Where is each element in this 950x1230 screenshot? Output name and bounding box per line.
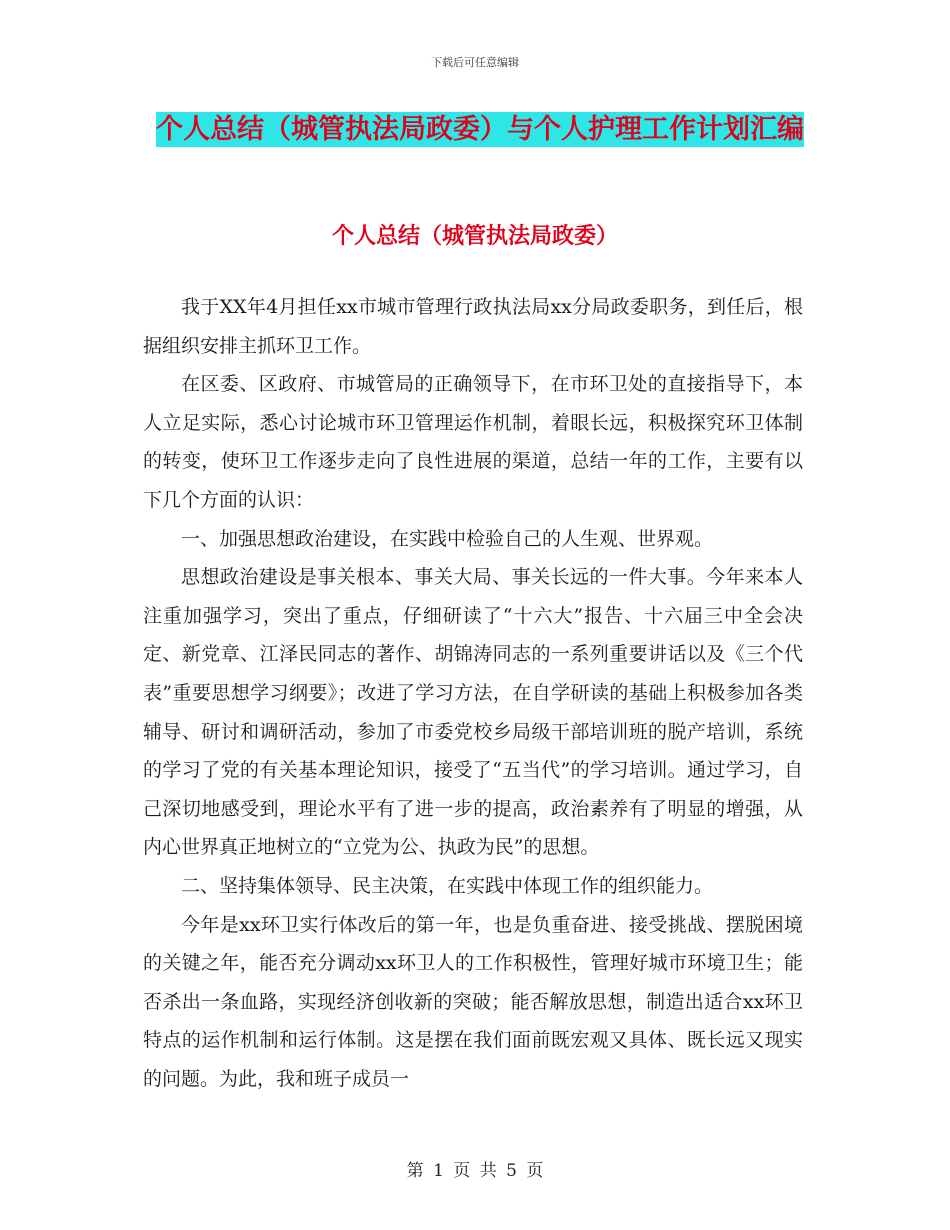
paragraph-6: 今年是xx环卫实行体改后的第一年，也是负重奋进、接受挑战、摆脱困境的关键之年，能否充分调动xx环卫人的工作积极性，管理好城市环境卫生；能否杀出一条血路，实现经济创收新的突破；能否解放思想，制造出适合xx环卫特点的运作机制和运行体制。这是摆在我们面前既宏观又具体、既长远又现实的问题。为此，我和班子成员一 bbox=[143, 913, 803, 1090]
paragraph-3: 一、加强思想政治建设，在实践中检验自己的人生观、世界观。 bbox=[181, 527, 714, 550]
paragraph-2: 在区委、区政府、市城管局的正确领导下，在市环卫处的直接指导下，本人立足实际，悉心讨论城市环卫管理运作机制，着眼长远，积极探究环卫体制的转变，使环卫工作逐步走向了良性进展的渠道，总结一年的工作，主要有以下几个方面的认识： bbox=[143, 373, 803, 511]
page-number-footer: 第 1 页 共 5 页 bbox=[406, 1161, 544, 1181]
document-title bbox=[150, 106, 810, 154]
paragraph-1: 我于XX年4月担任xx市城市管理行政执法局xx分局政委职务，到任后，根据组织安排主抓环卫工作。 bbox=[143, 296, 803, 357]
page-header-note: 下载后可任意编辑 bbox=[431, 56, 519, 69]
paragraph-5: 二、坚持集体领导、民主决策，在实践中体现工作的组织能力。 bbox=[181, 874, 714, 897]
document-title-text: 个人总结（城管执法局政委）与个人护理工作计划汇编 bbox=[156, 114, 804, 145]
section-title: 个人总结（城管执法局政委） bbox=[331, 224, 618, 249]
document-body bbox=[143, 288, 803, 1098]
paragraph-4: 思想政治建设是事关根本、事关大局、事关长远的一件大事。今年来本人注重加强学习，突出了重点，仔细研读了“十六大”报告、十六届三中全会决定、新党章、江泽民同志的著作、胡锦涛同志的一系列重要讲话以及《三个代表”重要思想学习纲要》；改进了学习方法，在自学研读的基础上积极参加各类辅导、研讨和调研活动，参加了市委党校乡局级干部培训班的脱产培训，系统的学习了党的有关基本理论知识，接受了“五当代”的学习培训。通过学习，自己深切地感受到，理论水平有了进一步的提高，政治素养有了明显的增强，从内心世界真正地树立的“立党为公、执政为民”的思想。 bbox=[143, 566, 803, 859]
